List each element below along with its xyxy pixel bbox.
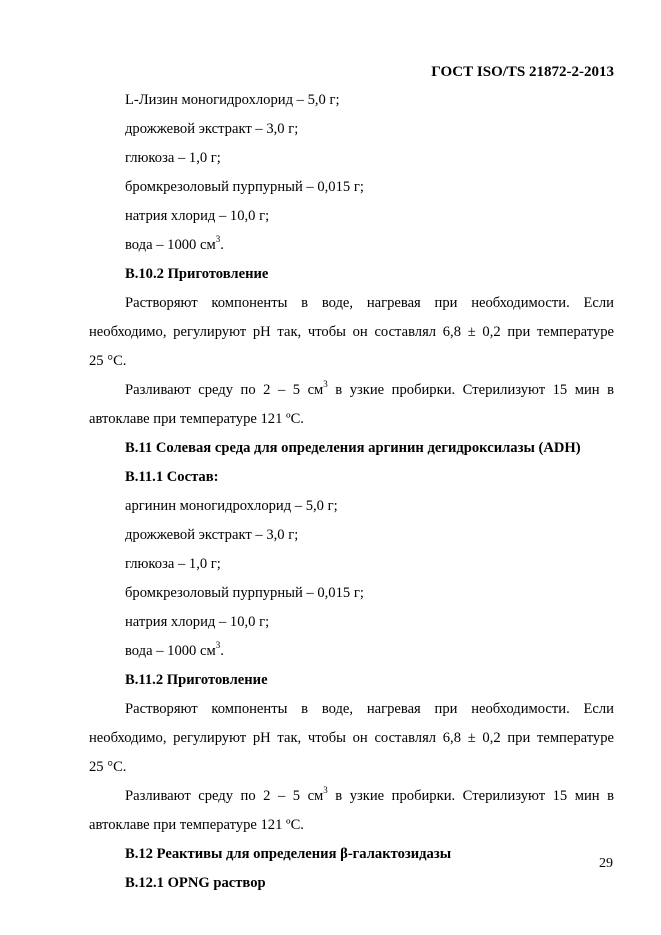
paragraph-text: Разливают среду по 2 – 5 см: [125, 382, 324, 398]
superscript-unit: 3: [323, 379, 328, 390]
water-end: .: [220, 643, 224, 659]
ingredient-line: бромкрезоловый пурпурный – 0,015 г;: [125, 179, 364, 195]
page-number: 29: [599, 856, 613, 871]
water-text: вода – 1000 см: [125, 237, 216, 253]
ingredient-line: натрия хлорид – 10,0 г;: [125, 614, 270, 630]
document-body: [89, 86, 614, 898]
paragraph-text: в узкие пробирки. Стерилизуют 15 мин в: [327, 788, 614, 804]
water-text: вода – 1000 см: [125, 643, 216, 659]
superscript-unit: 3: [323, 785, 328, 796]
ingredient-water-line: [89, 231, 614, 260]
ingredient-line: L-Лизин моногидрохлорид – 5,0 г;: [125, 92, 340, 108]
water-end: .: [220, 237, 224, 253]
paragraph-line: Растворяют компоненты в воде, нагревая при необходимости. Если: [125, 295, 614, 311]
paragraph-line: необходимо, регулируют рН так, чтобы он составлял 6,8 ± 0,2 при температуре: [89, 324, 614, 340]
document-code-header: ГОСТ ISO/TS 21872-2-2013: [431, 64, 614, 80]
paragraph-text: в узкие пробирки. Стерилизуют 15 мин в: [327, 382, 614, 398]
ingredient-line: глюкоза – 1,0 г;: [125, 556, 221, 572]
ingredient-line: дрожжевой экстракт – 3,0 г;: [125, 527, 299, 543]
paragraph-line: Растворяют компоненты в воде, нагревая при необходимости. Если: [125, 701, 614, 717]
section-heading-b11: В.11 Солевая среда для определения аргинин дегидроксилазы (ADH): [125, 440, 581, 456]
section-heading-b11-1: В.11.1 Состав:: [125, 469, 219, 485]
section-heading-b12-1: В.12.1 OPNG раствор: [125, 875, 266, 891]
ingredient-line: дрожжевой экстракт – 3,0 г;: [125, 121, 299, 137]
paragraph-line: 25 °С.: [89, 759, 127, 775]
section-heading-b11-2: В.11.2 Приготовление: [125, 672, 268, 688]
paragraph-line: [89, 782, 614, 811]
ingredient-line: аргинин моногидрохлорид – 5,0 г;: [125, 498, 338, 514]
paragraph-line: необходимо, регулируют рН так, чтобы он составлял 6,8 ± 0,2 при температуре: [89, 730, 614, 746]
superscript-unit: 3: [215, 234, 221, 245]
ingredient-line: натрия хлорид – 10,0 г;: [125, 208, 270, 224]
ingredient-line: глюкоза – 1,0 г;: [125, 150, 221, 166]
paragraph-line: [89, 376, 614, 405]
ingredient-water-line: [89, 637, 614, 666]
paragraph-line: автоклаве при температуре 121 ºС.: [89, 411, 304, 427]
superscript-unit: 3: [215, 640, 221, 651]
section-heading-b12: В.12 Реактивы для определения β-галактозидазы: [125, 846, 452, 862]
paragraph-line: 25 °С.: [89, 353, 127, 369]
ingredient-line: бромкрезоловый пурпурный – 0,015 г;: [125, 585, 364, 601]
paragraph-text: Разливают среду по 2 – 5 см: [125, 788, 324, 804]
paragraph-line: автоклаве при температуре 121 ºС.: [89, 817, 304, 833]
section-heading-b10-2: В.10.2 Приготовление: [125, 266, 269, 282]
